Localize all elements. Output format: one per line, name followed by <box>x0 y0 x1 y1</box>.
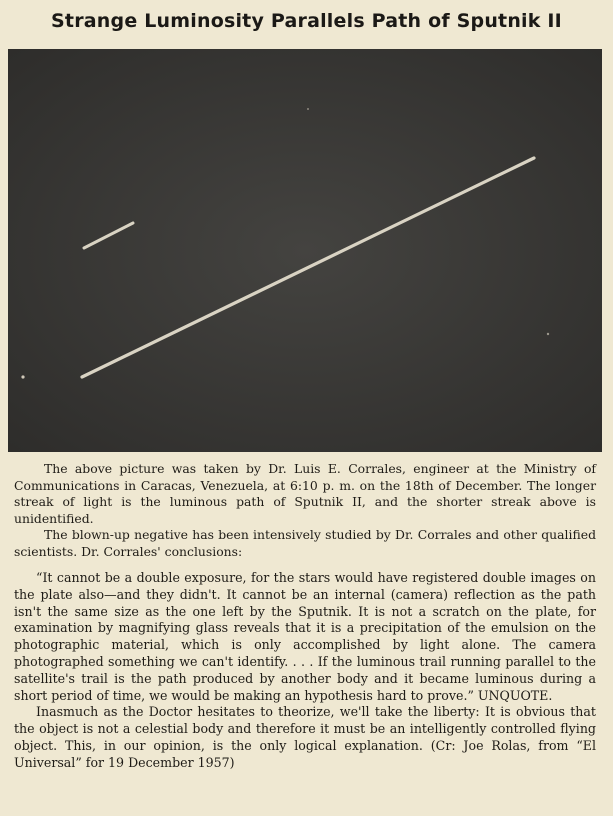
quote-paragraph: “It cannot be a double exposure, for the stars would have registered double images on the plate also—and they didn't. It cannot be an internal (camera) reflection as the path isn't the same size as the one left by the Sputnik. It is not a scratch on the plate, for examination by magnifying glass reveals that it is a precipitation of the emulsion on the photographic material, which is only accomplished by light alone. The camera photographed something we can't identify. . . . If the luminous trail running parallel to the satellite's trail is the path produced by another body and it became luminous during a short period of time, we would be making an hypothesis hard to prove.” UNQUOTE. <box>14 570 596 703</box>
quote-block <box>14 570 596 772</box>
caption-paragraph: The blown-up negative has been intensively studied by Dr. Corrales and other qualified scientists. Dr. Corrales' conclusions: <box>14 527 596 559</box>
conclusion-paragraph: Inasmuch as the Doctor hesitates to theorize, we'll take the liberty: It is obvious that the object is not a celestial body and therefore it must be an intelligently controlled flying object. This, in our opinion, is the only logical explanation. (Cr: Joe Rolas, from “El Universal” for 19 December 1957) <box>14 704 596 770</box>
sputnik-photo <box>8 49 602 452</box>
photo-caption <box>14 461 596 561</box>
night-sky-photo-icon <box>8 49 602 452</box>
headline: Strange Luminosity Parallels Path of Sputnik II <box>51 10 562 32</box>
caption-paragraph: The above picture was taken by Dr. Luis E. Corrales, engineer at the Ministry of Communications in Caracas, Venezuela, at 6:10 p. m. on the 18th of December. The longer streak of light is the luminous path of Sputnik II, and the shorter streak above is unidentified. <box>14 461 596 526</box>
